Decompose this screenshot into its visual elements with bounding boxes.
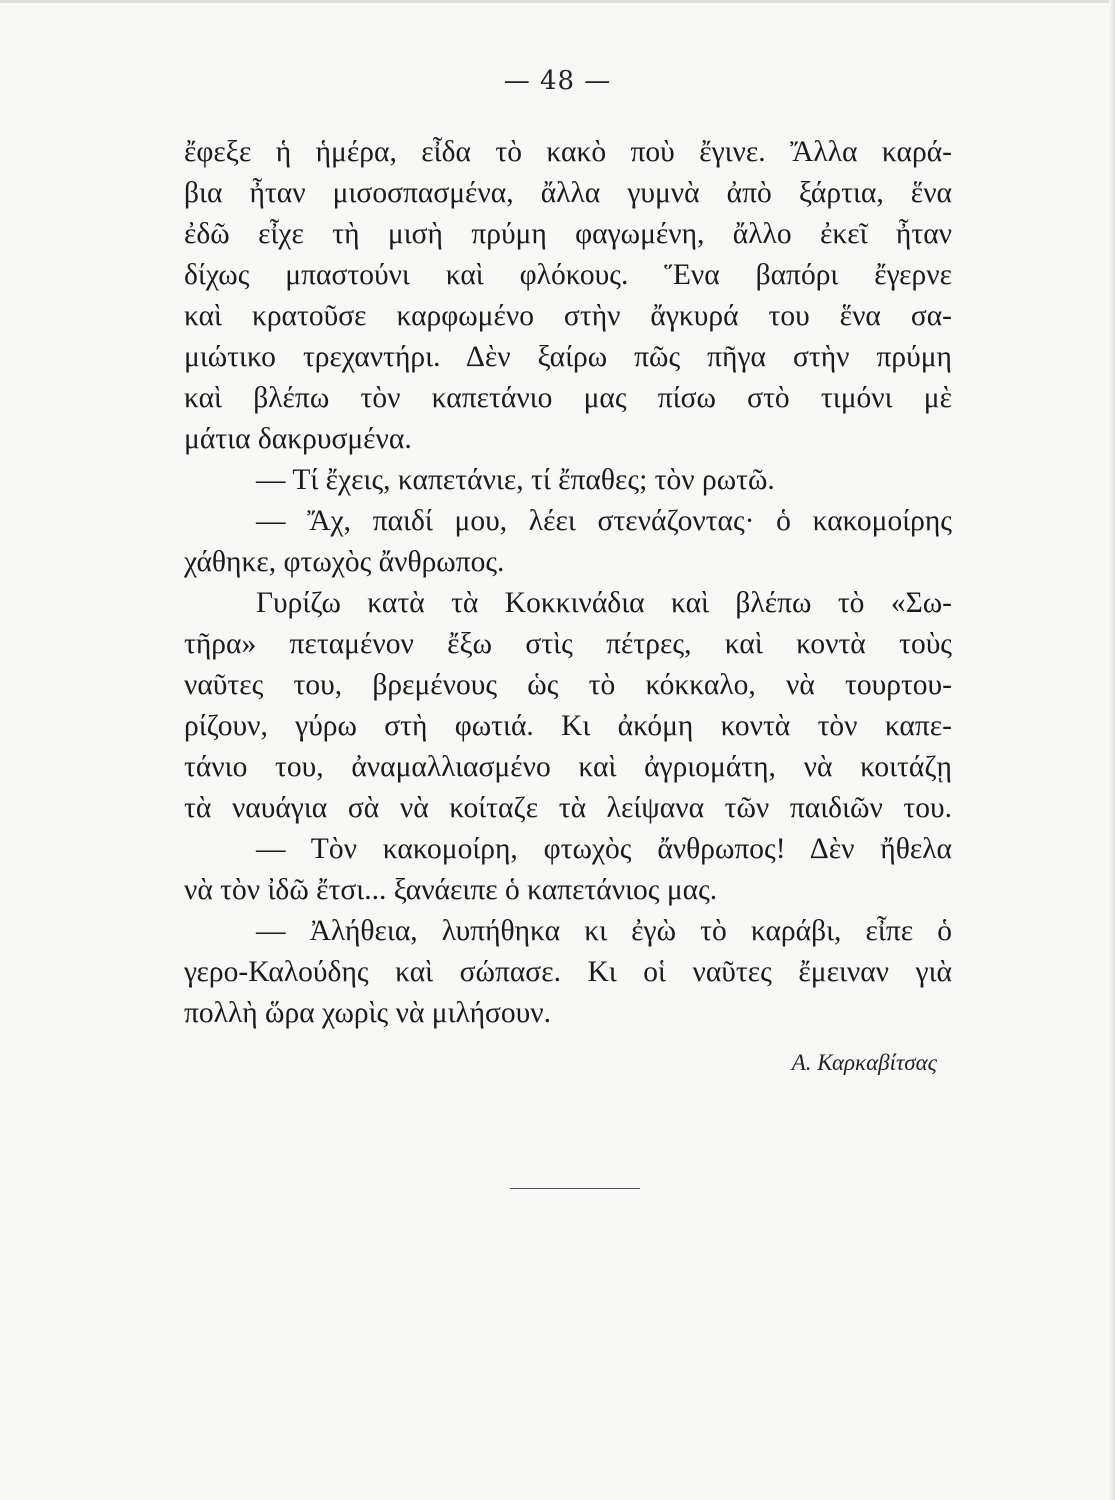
text-line-4: δίχως μπαστούνι καὶ φλόκους. Ἕνα βαπόρι ἔγερνε [184,259,952,291]
text-line-15: ρίζουν, γύρω στὴ φωτιά. Κι ἀκόμη κοντὰ τὸν καπε- [184,710,952,742]
text-line-8: μάτια δακρυσμένα. [184,423,412,455]
text-line-9: — Τί ἔχεις, καπετάνιε, τί ἔπαθες; τὸν ρωτῶ. [256,464,775,496]
text-line-5: καὶ κρατοῦσε καρφωμένο στὴν ἄγκυρά του ἕνα σα- [184,300,952,332]
section-divider [510,1188,640,1189]
text-line-3: ἐδῶ εἶχε τὴ μισὴ πρύμη φαγωμένη, ἄλλο ἐκεῖ ἦταν [184,218,952,250]
text-line-12: Γυρίζω κατὰ τὰ Κοκκινάδια καὶ βλέπω τὸ «Σω- [256,587,952,619]
page-number: — 48 — [503,66,612,96]
text-line-14: ναῦτες του, βρεμένους ὡς τὸ κόκκαλο, νὰ τουρτου- [184,669,952,701]
text-line-16: τάνιο του, ἀναμαλλιασμένο καὶ ἀγριομάτη, νὰ κοιτάζῃ [184,751,952,783]
text-line-19: νὰ τὸν ἰδῶ ἔτσι... ξανάειπε ὁ καπετάνιος μας. [184,874,718,906]
text-line-21: γερο-Καλούδης καὶ σώπασε. Κι οἱ ναῦτες ἔμειναν γιὰ [184,956,952,988]
text-line-2: βια ἦταν μισοσπασμένα, ἄλλα γυμνὰ ἀπὸ ξάρτια, ἕνα [184,177,952,209]
text-line-22: πολλὴ ὥρα χωρὶς νὰ μιλήσουν. [184,997,551,1029]
text-line-6: μιώτικο τρεχαντήρι. Δὲν ξαίρω πῶς πῆγα στὴν πρύμη [184,341,952,373]
text-line-20: — Ἀλήθεια, λυπήθηκα κι ἐγὼ τὸ καράβι, εἶπε ὁ [256,915,952,947]
page-edge-shadow [1109,0,1115,1500]
text-line-18: — Τὸν κακομοίρη, φτωχὸς ἄνθρωπος! Δὲν ἤθελα [256,833,952,865]
author-signature: Α. Καρκαβίτσας [791,1050,937,1075]
text-line-13: τῆρα» πεταμένον ἔξω στὶς πέτρες, καὶ κοντὰ τοὺς [184,628,952,660]
text-line-7: καὶ βλέπω τὸν καπετάνιο μας πίσω στὸ τιμόνι μὲ [184,382,952,414]
text-line-11: χάθηκε, φτωχὸς ἄνθρωπος. [184,546,505,578]
text-line-1: ἔφεξε ἡ ἡμέρα, εἶδα τὸ κακὸ ποὺ ἔγινε. Ἄλλα καρά- [184,136,952,168]
body-text [184,132,952,1034]
page-top-edge [0,0,1115,3]
text-line-17: τὰ ναυάγια σὰ νὰ κοίταζε τὰ λείψανα τῶν παιδιῶν του. [184,792,952,824]
text-line-10: — Ἄχ, παιδί μου, λέει στενάζοντας· ὁ κακομοίρης [256,505,952,537]
